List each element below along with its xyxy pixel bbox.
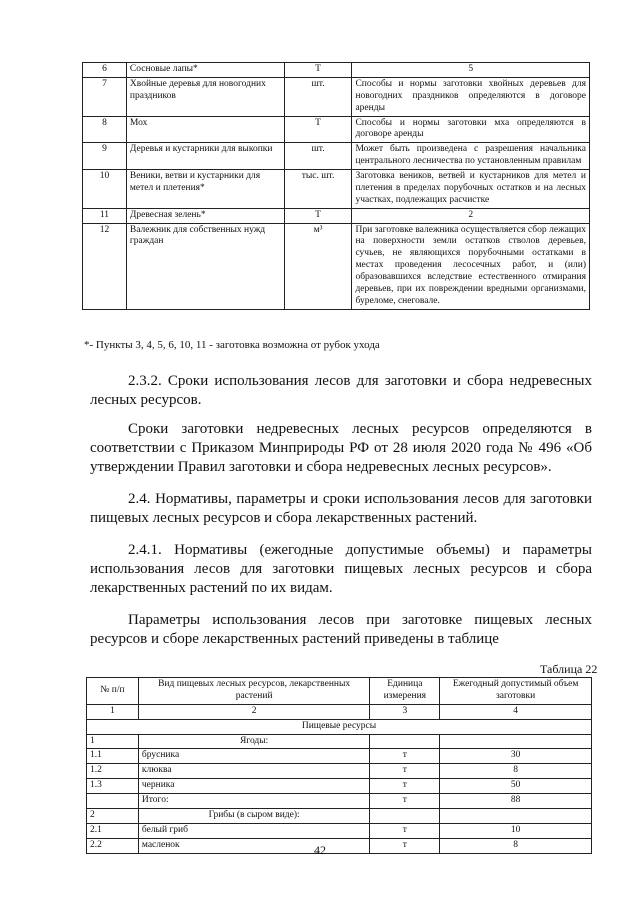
header-num: № п/п: [87, 678, 139, 705]
row-number: 10: [83, 170, 127, 209]
annual-volume: 8: [440, 764, 592, 779]
resource-name: масленок: [138, 838, 369, 853]
unit-of-measure: Т: [284, 208, 352, 223]
annual-volume: [440, 734, 592, 749]
resource-name: Древесная зелень*: [126, 208, 284, 223]
table-row: [83, 170, 590, 209]
table-footnote: *- Пункты 3, 4, 5, 6, 10, 11 - заготовка возможна от рубок ухода: [84, 339, 380, 351]
unit-of-measure: т: [370, 764, 440, 779]
section-title: Пищевые ресурсы: [87, 719, 592, 734]
table-row: [83, 77, 590, 116]
unit-of-measure: т: [370, 749, 440, 764]
table-row: [83, 223, 590, 309]
resource-name: Сосновые лапы*: [126, 63, 284, 78]
row-number: 2.1: [87, 823, 139, 838]
resource-name: Мох: [126, 116, 284, 143]
resource-name: черника: [138, 779, 369, 794]
resource-name: Ягоды:: [138, 734, 369, 749]
annual-volume: 10: [440, 823, 592, 838]
unit-of-measure: тыс. шт.: [284, 170, 352, 209]
annual-volume: [440, 808, 592, 823]
harvest-rule: Способы и нормы заготовки мха определяются в договоре аренды: [352, 116, 590, 143]
row-number: 9: [83, 143, 127, 170]
resource-name: Деревья и кустарники для выкопки: [126, 143, 284, 170]
row-number: 1.1: [87, 749, 139, 764]
table-header-row: [87, 678, 592, 705]
resource-name: Валежник для собственных нужд граждан: [126, 223, 284, 309]
unit-of-measure: т: [370, 838, 440, 853]
row-number: 11: [83, 208, 127, 223]
annual-volume: 50: [440, 779, 592, 794]
table-row: [87, 749, 592, 764]
row-number: 2.2: [87, 838, 139, 853]
header-unit: Единица измерения: [370, 678, 440, 705]
unit-of-measure: м³: [284, 223, 352, 309]
page-number: 42: [314, 843, 326, 857]
food-resources-table: [86, 677, 592, 854]
row-number: 2: [87, 808, 139, 823]
group-row: [87, 808, 592, 823]
table-caption: Таблица 22: [540, 662, 598, 676]
harvest-rule: Заготовка веников, ветвей и кустарников для метел и плетения в пределах порубочных остатков и на лесных участках, подлежащих расчистке: [352, 170, 590, 209]
table-row: [87, 794, 592, 809]
unit-of-measure: [370, 808, 440, 823]
unit-of-measure: Т: [284, 63, 352, 78]
table-row: [87, 764, 592, 779]
unit-of-measure: т: [370, 794, 440, 809]
unit-of-measure: Т: [284, 116, 352, 143]
row-number: 1: [87, 734, 139, 749]
colnum-2: 2: [138, 704, 369, 719]
table-row: [87, 779, 592, 794]
table-row: [83, 63, 590, 78]
resource-name: Грибы (в сыром виде):: [138, 808, 369, 823]
harvest-rule: Может быть произведена с разрешения начальника центрального лесничества по установленным правилам: [352, 143, 590, 170]
header-name: Вид пищевых лесных ресурсов, лекарственных растений: [138, 678, 369, 705]
row-number: 1.3: [87, 779, 139, 794]
harvest-rule: 2: [352, 208, 590, 223]
unit-of-measure: шт.: [284, 77, 352, 116]
resource-name: Хвойные деревья для новогодних праздников: [126, 77, 284, 116]
section-2-3-2-heading: 2.3.2. Сроки использования лесов для заготовки и сбора недревесных лесных ресурсов.: [90, 373, 592, 408]
column-number-row: [87, 704, 592, 719]
row-number: 1.2: [87, 764, 139, 779]
annual-volume: 30: [440, 749, 592, 764]
annual-volume: 88: [440, 794, 592, 809]
unit-of-measure: т: [370, 779, 440, 794]
harvest-rule: Способы и нормы заготовки хвойных деревьев для новогодних праздников определяются в договоре аренды: [352, 77, 590, 116]
unit-of-measure: шт.: [284, 143, 352, 170]
colnum-4: 4: [440, 704, 592, 719]
row-number: 8: [83, 116, 127, 143]
colnum-1: 1: [87, 704, 139, 719]
row-number: [87, 794, 139, 809]
group-row: [87, 734, 592, 749]
section-row: [87, 719, 592, 734]
resource-name: белый гриб: [138, 823, 369, 838]
header-volume: Ежегодный допустимый объем заготовки: [440, 678, 592, 705]
table-row: [83, 143, 590, 170]
resource-name: клюква: [138, 764, 369, 779]
harvest-rule: При заготовке валежника осуществляется сбор лежащих на поверхности земли остатков стволов деревьев, сучьев, не являющихся порубочными остатками в местах проведения лесосечных работ, и (или) образовавшихся вследствие естественного отмирания деревьев, при их повреждении вредными организмами, буреломе, снеговале.: [352, 223, 590, 309]
resource-name: Веники, ветви и кустарники для метел и плетения*: [126, 170, 284, 209]
colnum-3: 3: [370, 704, 440, 719]
harvest-rule: 5: [352, 63, 590, 78]
row-number: 12: [83, 223, 127, 309]
unit-of-measure: [370, 734, 440, 749]
table-row: [83, 116, 590, 143]
paragraph-table-intro: Параметры использования лесов при заготовке пищевых лесных ресурсов и сборе лекарственных растений приведены в таблице: [90, 612, 592, 647]
row-number: 7: [83, 77, 127, 116]
paragraph-order-reference: Сроки заготовки недревесных лесных ресурсов определяются в соответствии с Приказом Минприроды РФ от 28 июля 2020 года № 496 «Об утверждении Правил заготовки и сбора недревесных лесных ресурсов».: [90, 421, 592, 475]
table-row: [83, 208, 590, 223]
resource-name: брусника: [138, 749, 369, 764]
annual-volume: 8: [440, 838, 592, 853]
resource-name: Итого:: [138, 794, 369, 809]
section-2-4-1-heading: 2.4.1. Нормативы (ежегодные допустимые объемы) и параметры использования лесов для заготовки пищевых лесных ресурсов и сбора лекарственных растений по их видам.: [90, 542, 592, 596]
section-2-4-heading: 2.4. Нормативы, параметры и сроки использования лесов для заготовки пищевых лесных ресурсов и сбора лекарственных растений.: [90, 491, 592, 526]
unit-of-measure: т: [370, 823, 440, 838]
non-timber-resources-table: [82, 62, 590, 310]
row-number: 6: [83, 63, 127, 78]
table-row: [87, 823, 592, 838]
